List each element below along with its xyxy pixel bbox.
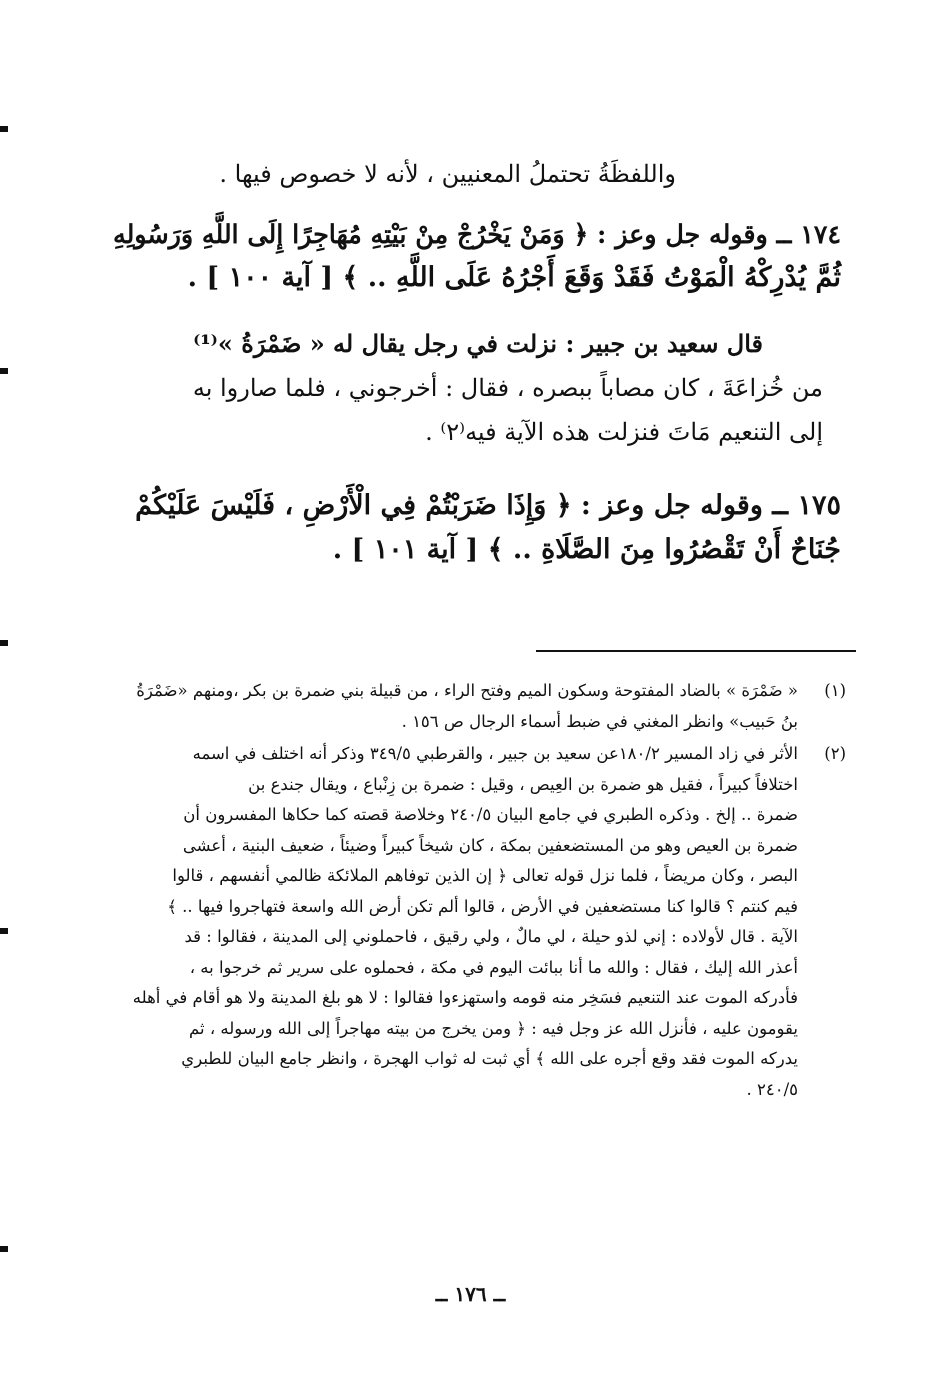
intro-line: واللفظَةُ تحتملُ المعنيين ، لأنه لا خصوص فيها . xyxy=(219,160,676,188)
commentary-174 xyxy=(98,322,823,454)
footnote-line: الآية . قال لأولاده : إني لذو حيلة ، لي مالٌ ، ولي رقيق ، فاحملوني إلى المدينة ، فقالوا : قد xyxy=(184,927,798,946)
margin-mark xyxy=(0,1246,8,1252)
entry-175-line-2: جُنَاحٌ أَنْ تَقْصُرُوا مِنَ الصَّلَاةِ .. ﴾ [ آية ١٠١ ] . xyxy=(332,534,841,565)
entry-174-line-1: ١٧٤ ــ وقوله جل وعز : ﴿ وَمَنْ يَخْرُجْ مِنْ بَيْتِهِ مُهَاجِرًا إِلَى اللَّهِ وَرَسُولِهِ xyxy=(112,219,841,249)
margin-mark xyxy=(0,640,8,646)
entry-174-line-2: ثُمَّ يُدْرِكْهُ الْمَوْتُ فَقَدْ وَقَعَ أَجْرُهُ عَلَى اللَّهِ .. ﴾ [ آية ١٠٠ ] . xyxy=(187,262,841,293)
footnote-2 xyxy=(98,739,846,1105)
commentary-174-line-3: إلى التنعيم مَاتَ فنزلت هذه الآية فيه⁽٢⁾ . xyxy=(425,418,823,446)
footnote-line: يدركه الموت فقد وقع أجره على الله ﴾ أي ثبت له ثواب الهجرة ، وانظر جامع البيان للطبري xyxy=(181,1049,798,1068)
margin-mark xyxy=(0,126,8,132)
entry-174 xyxy=(98,212,841,300)
footnote-line: بنُ حَبيب» وانظر المغني في ضبط أسماء الرجال ص ١٥٦ . xyxy=(401,711,798,731)
commentary-174-line-2: من خُزاعَةَ ، كان مصاباً ببصره ، فقال : أخرجوني ، فلما صاروا به xyxy=(192,374,823,402)
entry-175 xyxy=(98,484,841,572)
footnotes-section xyxy=(98,676,846,1107)
footnote-line: أعذر الله إليك ، فقال : والله ما أنا ببائت اليوم في مكة ، فحملوه على سرير ثم خرجوا به ، xyxy=(189,957,798,977)
footnote-line: يقومون عليه ، فأنزل الله عز وجل فيه : ﴿ ومن يخرج من بيته مهاجراً إلى الله ورسوله ، ثم xyxy=(189,1018,798,1038)
footnote-number: (١) xyxy=(824,681,846,700)
footnote-line: فأدركه الموت عند التنعيم فسَخِر منه قومه واستهزءوا فقالوا : لا هو بلغ المدينة ولا هو أقام في أهله xyxy=(132,988,798,1007)
page-number: ــ ١٧٦ ــ xyxy=(435,1282,506,1306)
footnote-line: ٢٤٠/٥ . xyxy=(746,1079,798,1099)
footnote-separator xyxy=(536,650,856,652)
footnote-1 xyxy=(98,676,846,737)
footnote-line: ضمرة .. إلخ . وذكره الطبري في جامع البيان ٢٤٠/٥ وخلاصة قصته كما حكاها المفسرون أن xyxy=(183,805,798,824)
intro-paragraph xyxy=(98,152,676,196)
footnote-line: البصر ، وكان مريضاً ، فلما نزل قوله تعالى ﴿ إن الذين توفاهم الملائكة ظالمي أنفسهم ، قالوا xyxy=(172,866,798,885)
footnote-line: فيم كنتم ؟ قالوا كنا مستضعفين في الأرض ، قالوا ألم تكن أرض الله واسعة فتهاجروا فيها .. ﴾ xyxy=(167,896,798,916)
footnote-line: الأثر في زاد المسير ١٨٠/٢عن سعيد بن جبير ، والقرطبي ٣٤٩/٥ وذكر أنه اختلف في اسمه xyxy=(192,744,798,763)
footnote-line: اختلافاً كبيراً ، فقيل هو ضمرة بن العِيص ، وقيل : ضمرة بن زِنْباع ، ويقال جندع بن xyxy=(248,774,798,794)
entry-175-line-1: ١٧٥ ــ وقوله جل وعز : ﴿ وَإِذَا ضَرَبْتُمْ فِي الْأَرْضِ ، فَلَيْسَ عَلَيْكُمْ xyxy=(135,490,841,521)
margin-mark xyxy=(0,928,8,934)
margin-mark xyxy=(0,368,8,374)
footnote-line: ضمرة بن العيص وهو من المستضعفين بمكة ، كان شيخاً كبيراً وضيئاً ، ضعيف البنية ، أعشى xyxy=(182,835,798,855)
footnote-number: (٢) xyxy=(824,744,846,763)
footnote-line: « ضَمْرَة » بالضاد المفتوحة وسكون الميم وفتح الراء ، من قبيلة بني ضمرة بن بكر ،ومنهم «ضَمْرَةُ xyxy=(136,681,798,700)
commentary-174-line-1: قال سعيد بن جبير : نزلت في رجل يقال له « ضَمْرَةُ »⁽¹⁾ xyxy=(193,329,763,358)
